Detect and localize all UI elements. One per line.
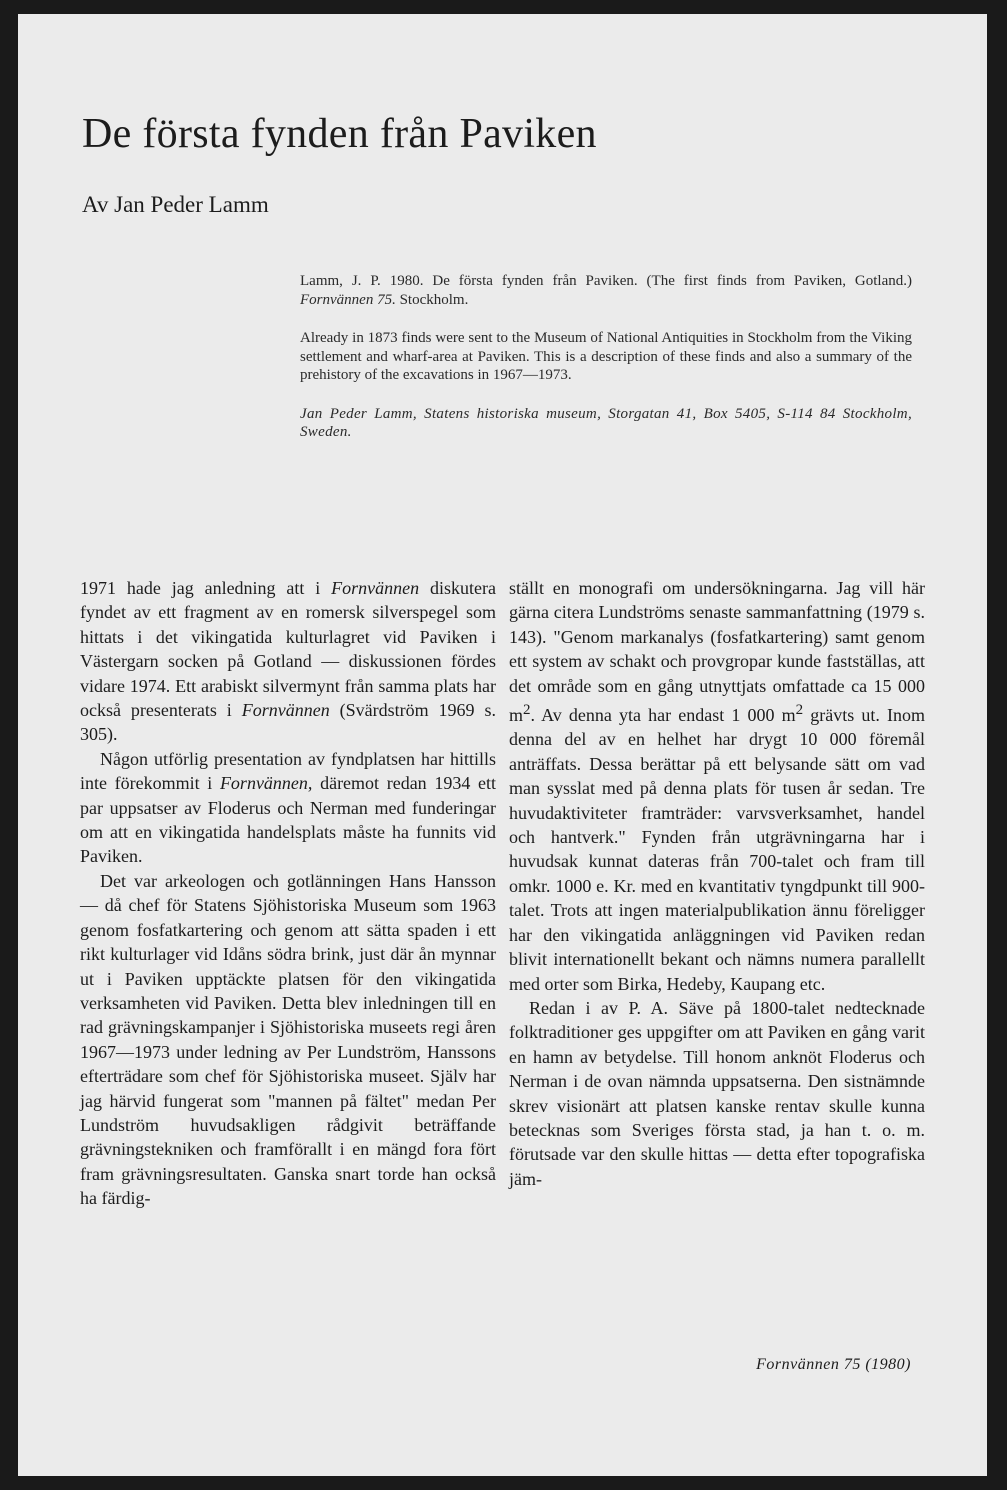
- paragraph: ställt en monografi om undersökningarna. Jag vill här gärna citera Lundströms senaste sammanfattning (1979 s. 143). "Genom markanalys (fosfatkartering) samt genom ett system av schakt och provgropar kunde fastställas, att det område som en gång utnyttjats omfattade ca 15 000 $m^2$. Av denna yta har endast 1 000 $m^2$ grävts ut. Inom denna del av en helhet har drygt 10 000 föremål anträffats. Dessa berättar på ett belysande sätt om vad man sysslat med på denna plats för tusen år sedan. Tre huvudaktiviteter framträder: varvsverksamhet, handel och hantverk." Fynden från utgrävningarna har i huvudsak kunnat dateras från 700-talet och fram till omkr. 1000 e. Kr. med en kvantitativ tyngdpunkt till 900-talet. Trots att ingen materialpublikation ännu föreligger har den vikingatida anläggningen vid Paviken redan blivit internationellt bekant och nämns numera parallellt med orter som Birka, Hedeby, Kaupang etc.: [509, 578, 925, 994]
- abstract: [300, 272, 912, 462]
- paragraph: Det var arkeologen och gotlänningen Hans Hansson — då chef för Statens Sjöhistoriska Museum som 1963 genom fosfatkartering och genom att sätta spaden i ett rikt kulturlager vid Idåns södra brink, just där ån mynnar ut i Paviken upptäckte platsen för den vikingatida verksamheten vid Paviken. Detta blev inledningen till en rad grävningskampanjer i Sjöhistoriska museets regi åren 1967—1973 under ledning av Per Lundström, Hanssons efterträdare som chef för Sjöhistoriska museet. Själv har jag härvid fungerat som "mannen på fältet" medan Per Lundström huvudsakligen rådgivit beträffande grävningstekniken och framförallt i en mängd fora fört fram grävningsresultaten. Ganska snart torde han också ha färdig-: [80, 870, 496, 1209]
- left-column: [80, 576, 496, 1211]
- summary: Already in 1873 finds were sent to the Museum of National Antiquities in Stockholm from the Viking settlement and wharf-area at Paviken. This is a description of these finds and also a summary of the prehistory of the excavations in 1967—1973.: [300, 330, 912, 383]
- page: [18, 14, 987, 1476]
- article-title: De första fynden från Paviken: [82, 111, 597, 157]
- author-address: Jan Peder Lamm, Statens historiska museum, Storgatan 41, Box 5405, S-114 84 Stockholm, Sweden.: [300, 405, 912, 440]
- citation: Lamm, J. P. 1980. De första fynden från Paviken. (The first finds from Paviken, Gotland.) Fornvännen 75. Stockholm.: [300, 273, 912, 308]
- paragraph: Redan i av P. A. Säve på 1800-talet nedtecknade folktraditioner ges uppgifter om att Paviken en gång varit en hamn av betydelse. Till honom anknöt Floderus och Nerman i de ovan nämnda uppsatserna. Den sistnämnde skrev visionärt att platsen kanske rentav skulle kunna betecknas som Sveriges första stad, ja han t. o. m. förutsade var den skulle hittas — detta efter topografiska jäm-: [509, 997, 925, 1189]
- citation-journal: Fornvännen 75.: [300, 291, 396, 308]
- page-footer: Fornvännen 75 (1980): [756, 1356, 911, 1373]
- paragraph: Någon utförlig presentation av fyndplatsen har hittills inte förekommit i Fornvännen, däremot redan 1934 ett par uppsatser av Floderus och Nerman med funderingar om att en vikingatida handelsplats måste ha funnits vid Paviken.: [80, 748, 496, 867]
- right-column: [509, 576, 925, 1191]
- paragraph: 1971 hade jag anledning att i Fornvännen diskutera fyndet av ett fragment av en romersk silverspegel som hittats i det vikingatida kulturlagret vid Paviken i Västergarn socken på Gotland — diskussionen fördes vidare 1974. Ett arabiskt silvermynt från samma plats har också presenterats i Fornvännen (Svärdström 1969 s. 305).: [80, 578, 496, 745]
- author-byline: Av Jan Peder Lamm: [82, 192, 269, 217]
